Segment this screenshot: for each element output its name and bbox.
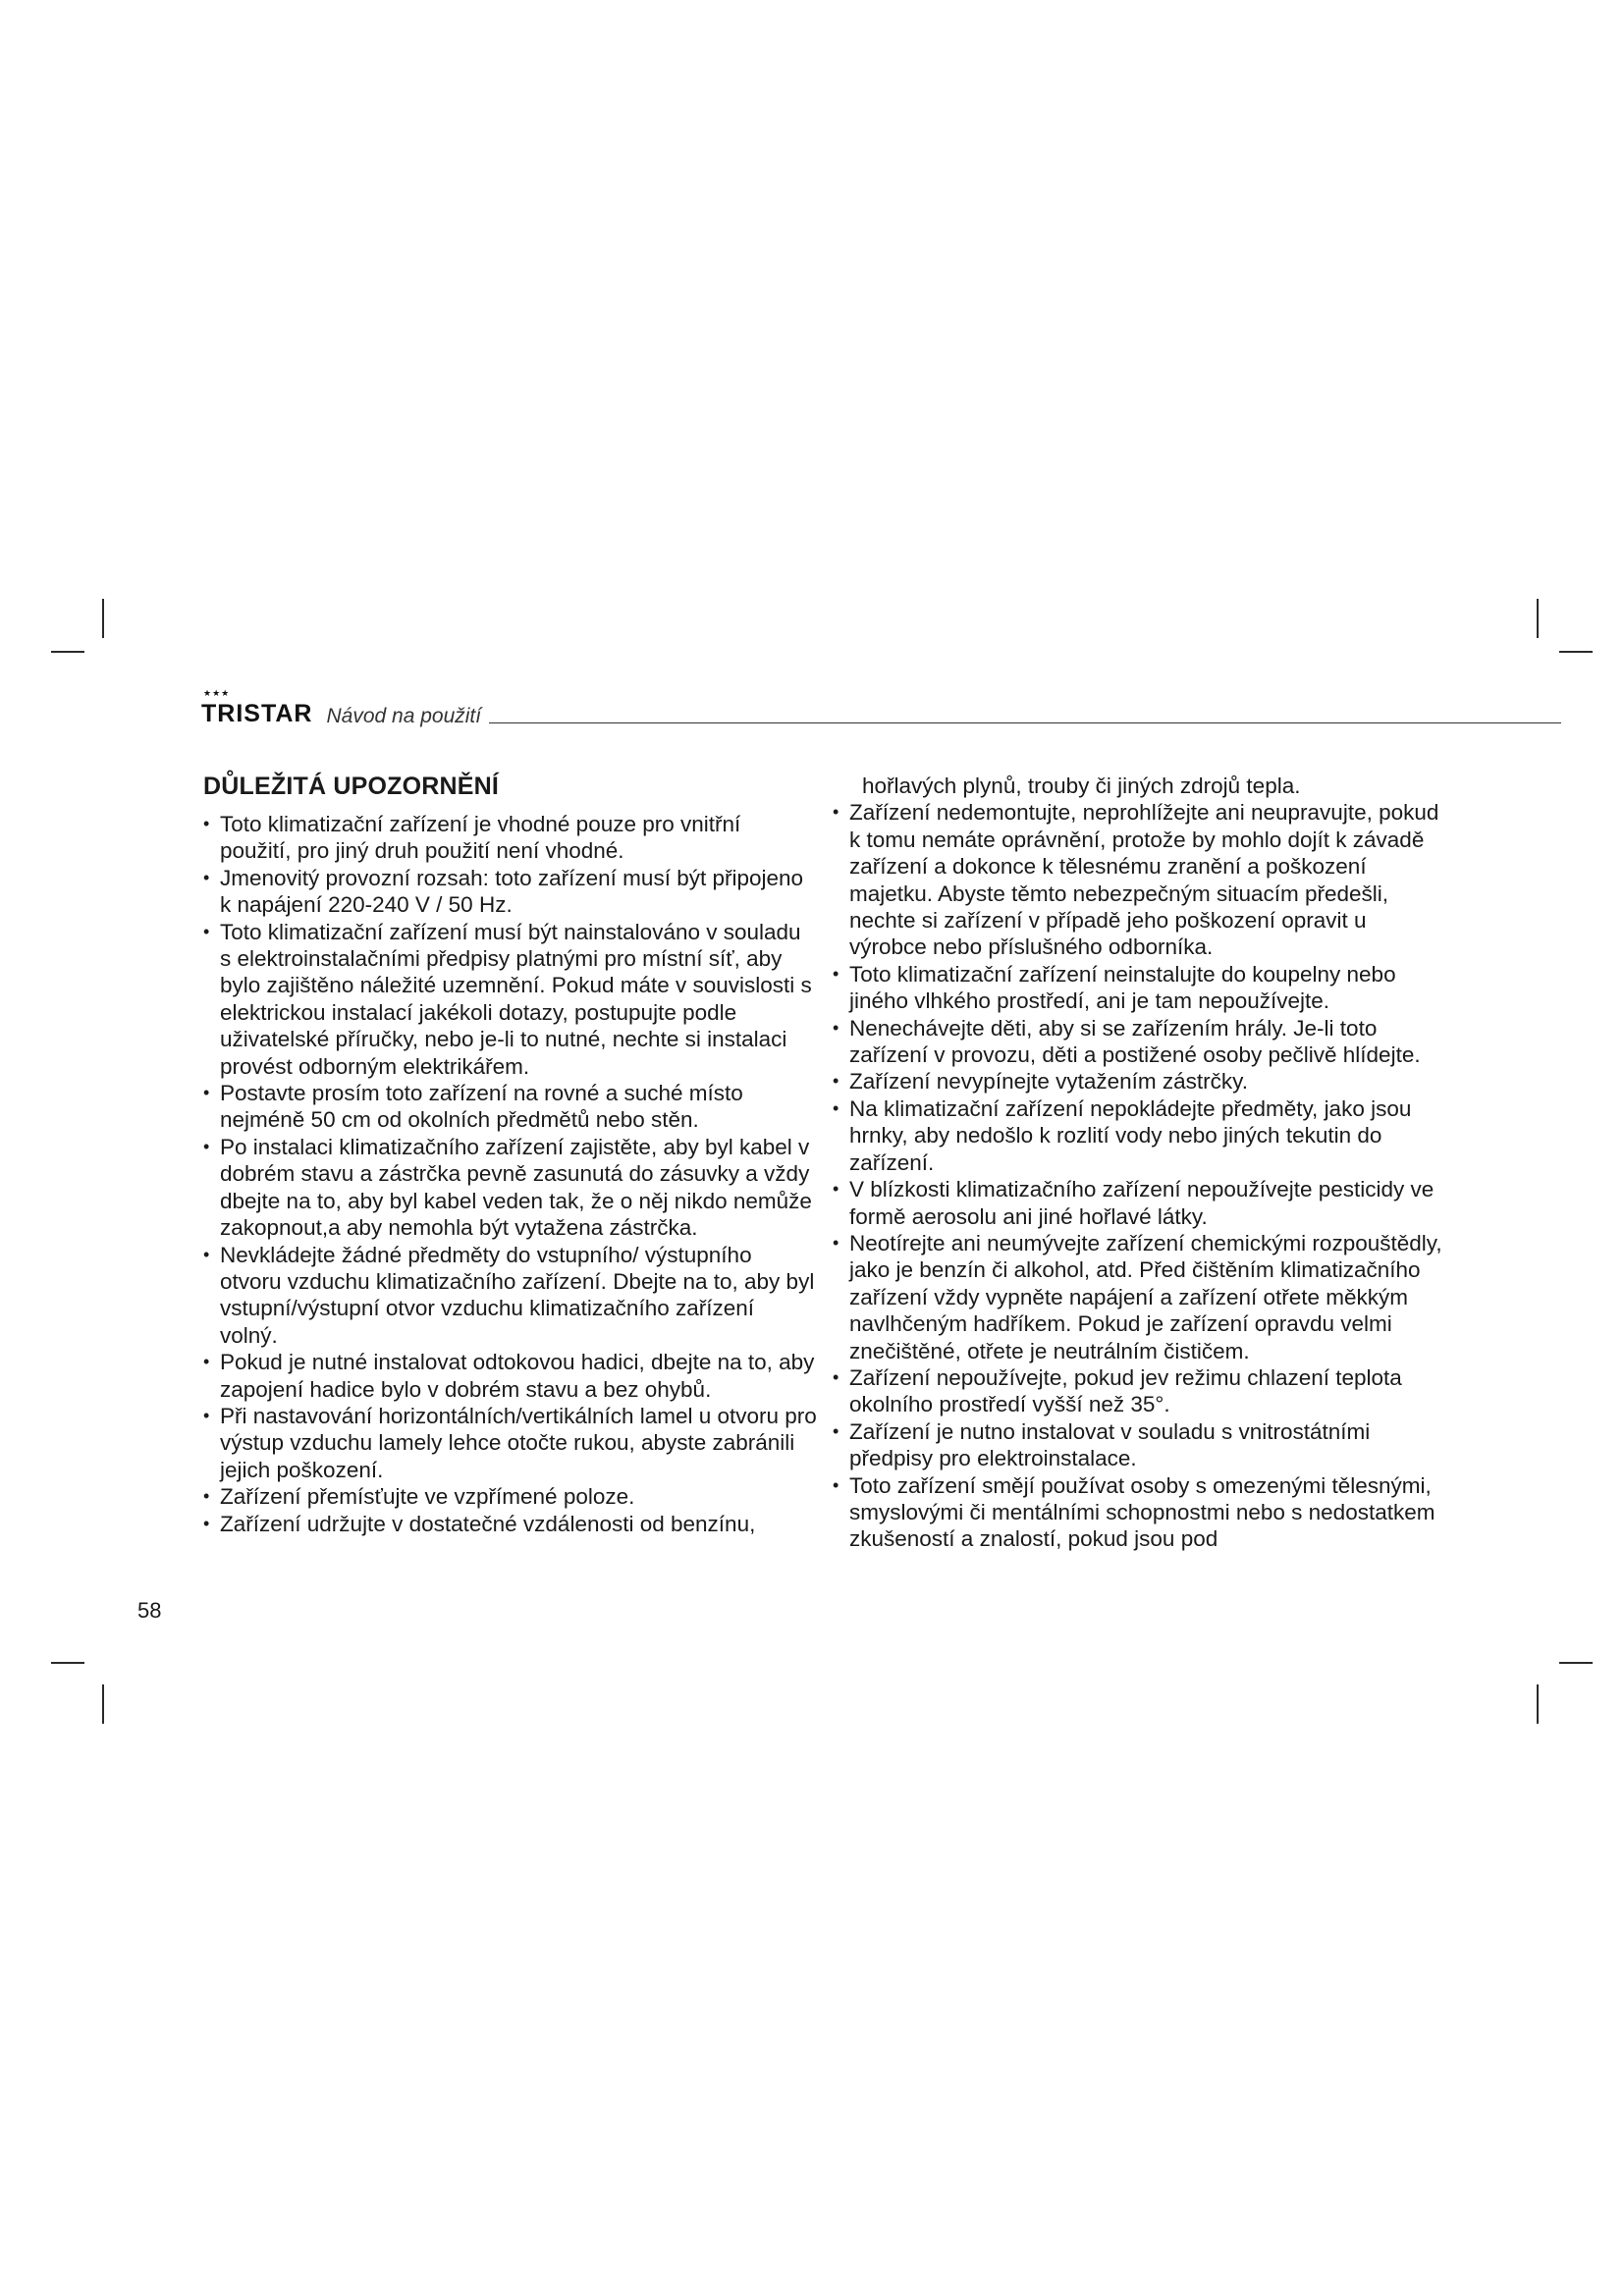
- crop-mark: [51, 1662, 84, 1664]
- logo-stars-icon: ★★★: [203, 688, 231, 698]
- warning-list: [203, 811, 818, 1537]
- list-item: • Zařízení nepoužívejte, pokud jev režimu chlazení teplota okolního prostředí vyšší než 35°.: [833, 1364, 1446, 1418]
- list-item: • Toto klimatizační zařízení je vhodné pouze pro vnitřní použití, pro jiný druh použití není vhodné.: [203, 811, 818, 865]
- list-item: • Nenechávejte děti, aby si se zařízením hrály. Je-li toto zařízení v provozu, děti a postižené osoby pečlivě hlídejte.: [833, 1015, 1446, 1069]
- crop-mark: [102, 1684, 104, 1724]
- list-item: • Na klimatizační zařízení nepokládejte předměty, jako jsou hrnky, aby nedošlo k rozlití vody nebo jiných tekutin do zařízení.: [833, 1095, 1446, 1176]
- list-item: • V blízkosti klimatizačního zařízení nepoužívejte pesticidy ve formě aerosolu ani jiné hořlavé látky.: [833, 1176, 1446, 1230]
- header-subtitle: Návod na použití: [326, 705, 482, 727]
- section-heading: DŮLEŽITÁ UPOZORNĚNÍ: [203, 773, 500, 800]
- list-item: • Zařízení nedemontujte, neprohlížejte ani neupravujte, pokud k tomu nemáte oprávnění, protože by mohlo dojít k závadě zařízení a dokonce k tělesnému zranění a poškození majetku. Abyste těmto nebezpečným situacím předešli, nechte si zařízení v případě jeho poškození opravit u výrobce nebo příslušného odborníka.: [833, 799, 1446, 960]
- list-item: • Toto klimatizační zařízení musí být nainstalováno v souladu s elektroinstalačními předpisy platnými pro místní síť, aby bylo zajištěno náležité uzemnění. Pokud máte v souvislosti s elektrickou instalací jakékoli dotazy, postupujte podle uživatelské příručky, nebo je-li to nutné, nechte si instalaci provést odborným elektrikářem.: [203, 919, 818, 1080]
- list-item: • Při nastavování horizontálních/vertikálních lamel u otvoru pro výstup vzduchu lamely lehce otočte rukou, abyste zabránili jejich poškození.: [203, 1403, 818, 1483]
- right-column: [833, 773, 1446, 1553]
- crop-mark: [1559, 1662, 1593, 1664]
- page-header: [201, 688, 1561, 727]
- list-item: • Zařízení přemísťujte ve vzpřímené poloze.: [203, 1483, 818, 1510]
- list-item: • Toto zařízení smějí používat osoby s omezenými tělesnými, smyslovými či mentálními schopnostmi nebo s nedostatkem zkušeností a znalostí, pokud jsou pod: [833, 1472, 1446, 1553]
- header-rule: [489, 722, 1561, 723]
- logo-text: TRISTAR: [201, 700, 313, 727]
- page-number: 58: [137, 1598, 162, 1623]
- list-item: • Toto klimatizační zařízení neinstalujte do koupelny nebo jiného vlhkého prostředí, ani je tam nepoužívejte.: [833, 961, 1446, 1015]
- crop-mark: [51, 651, 84, 653]
- list-item: • Postavte prosím toto zařízení na rovné a suché místo nejméně 50 cm od okolních předmětů nebo stěn.: [203, 1080, 818, 1134]
- crop-mark: [102, 599, 104, 638]
- list-item: • Neotírejte ani neumývejte zařízení chemickými rozpouštědly, jako je benzín či alkohol, atd. Před čištěním klimatizačního zařízení vždy vypněte napájení a zařízení otřete měkkým navlhčeným hadříkem. Pokud je zařízení opravdu velmi znečištěné, otřete je neutrálním čističem.: [833, 1230, 1446, 1364]
- list-item: • Zařízení je nutno instalovat v souladu s vnitrostátními předpisy pro elektroinstalace.: [833, 1418, 1446, 1472]
- left-column: [203, 771, 818, 1537]
- list-item: • Jmenovitý provozní rozsah: toto zařízení musí být připojeno k napájení 220-240 V / 50 Hz.: [203, 865, 818, 919]
- continued-text: hořlavých plynů, trouby či jiných zdrojů tepla.: [862, 774, 1301, 798]
- list-item: • Nevkládejte žádné předměty do vstupního/ výstupního otvoru vzduchu klimatizačního zařízení. Dbejte na to, aby byl vstupní/výstupní otvor vzduchu klimatizačního zařízení volný.: [203, 1242, 818, 1350]
- crop-mark: [1537, 599, 1539, 638]
- brand-logo: [201, 688, 313, 727]
- list-item: • Zařízení udržujte v dostatečné vzdálenosti od benzínu,: [203, 1511, 818, 1537]
- warning-list-continued: [833, 799, 1446, 1552]
- crop-mark: [1559, 651, 1593, 653]
- list-item: • Pokud je nutné instalovat odtokovou hadici, dbejte na to, aby zapojení hadice bylo v dobrém stavu a bez ohybů.: [203, 1349, 818, 1403]
- list-item: • Po instalaci klimatizačního zařízení zajistěte, aby byl kabel v dobrém stavu a zástrčka pevně zasunutá do zásuvky a vždy dbejte na to, aby byl kabel veden tak, že o něj nikdo nemůže zakopnout,a aby nemohla být vytažena zástrčka.: [203, 1134, 818, 1242]
- crop-mark: [1537, 1684, 1539, 1724]
- list-item: • Zařízení nevypínejte vytažením zástrčky.: [833, 1068, 1446, 1095]
